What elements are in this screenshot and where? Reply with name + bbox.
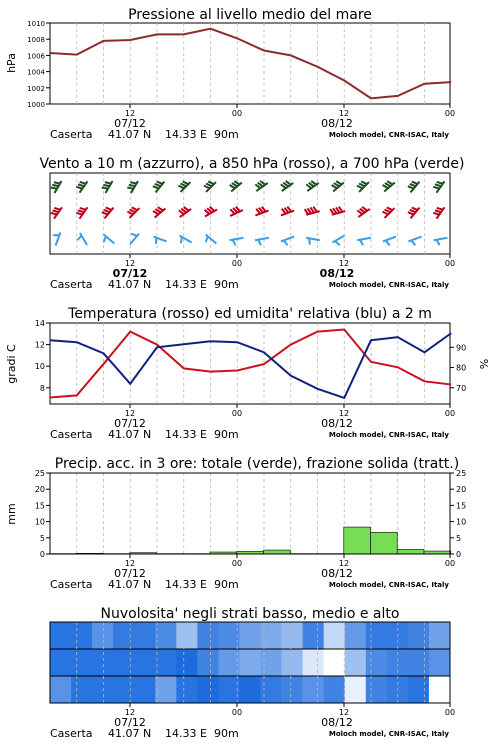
y-tick-label: 14	[35, 319, 45, 328]
cloud-cell	[239, 649, 260, 676]
cloud-cell	[71, 676, 92, 703]
x-tick-label: 12	[125, 259, 135, 268]
wind-barb-flag	[52, 185, 58, 186]
cloud-cell	[408, 676, 429, 703]
y-tick-label: 1008	[27, 36, 45, 44]
wind-barb-flag	[206, 236, 208, 242]
date-label: 08/12	[321, 117, 353, 130]
wind-barb-flag	[309, 238, 310, 244]
wind-barb-shaft	[383, 237, 396, 242]
wind-barb-flag	[435, 184, 441, 186]
wind-barb-flag	[127, 212, 133, 215]
location-name: Caserta	[50, 727, 93, 740]
wind-barb-flag	[410, 210, 416, 212]
location-name: Caserta	[50, 278, 93, 291]
wind-barb-flag	[206, 183, 212, 186]
y-tick-label: 5	[40, 534, 45, 543]
date-label: 07/12	[114, 417, 146, 430]
y-tick-label: 10	[35, 362, 45, 371]
wind-barb-shaft	[357, 238, 371, 240]
wind-barb	[153, 182, 165, 193]
date-label: 08/12	[320, 267, 355, 280]
date-label: 07/12	[114, 117, 146, 130]
cloud-cell	[92, 676, 113, 703]
wind-barb	[204, 181, 216, 192]
x-tick-label: 12	[125, 409, 135, 418]
wind-barb-flag	[76, 213, 82, 215]
temp-title: Temperatura (rosso) ed umidita' relativa (blu) a 2 m	[67, 306, 432, 322]
wind-barb-flag	[155, 184, 161, 186]
wind-barb-shaft	[281, 237, 294, 242]
precip-panel	[5, 456, 466, 591]
y-tick-label-right: 0	[456, 550, 461, 559]
location-lat: 41.07 N	[108, 428, 151, 441]
wind-barb-flag	[284, 240, 288, 245]
y-tick-label: 25	[35, 469, 45, 478]
temp-ylabel: gradi C	[5, 344, 18, 384]
cloud-cell	[134, 676, 155, 703]
y-tick-label: 1000	[27, 101, 45, 109]
location-lon: 14.33 E	[165, 428, 207, 441]
y-tick-label: 1004	[27, 69, 45, 77]
wind-barb	[206, 235, 217, 244]
cloud-panel	[50, 606, 455, 740]
x-tick-label: 12	[125, 708, 135, 717]
cloud-cell	[303, 649, 324, 676]
cloud-cell	[366, 622, 387, 649]
cloud-cell	[239, 622, 260, 649]
cloud-cell	[218, 622, 239, 649]
x-tick-label: 12	[339, 109, 349, 118]
wind-barb-shaft	[80, 233, 87, 245]
x-tick-label: 12	[125, 109, 135, 118]
temp-humidity-panel	[5, 306, 491, 441]
cloud-cell	[324, 649, 345, 676]
precip-bar	[397, 549, 424, 554]
wind-barb-flag	[78, 184, 84, 186]
pressure-ylabel: hPa	[5, 53, 18, 73]
wind-barb	[281, 181, 293, 191]
x-tick-label: 00	[445, 259, 455, 268]
wind-barb-flag	[258, 240, 261, 246]
wind-barb	[153, 237, 166, 244]
wind-barb-flag	[102, 212, 108, 214]
x-tick-label: 12	[339, 708, 349, 717]
wind-barb-flag	[153, 186, 159, 188]
wind-barb-flag	[78, 210, 84, 212]
cloud-cell	[345, 649, 366, 676]
wind-barb-shaft	[434, 238, 448, 240]
wind-barb-flag	[387, 207, 393, 210]
wind-barb-flag	[412, 208, 418, 210]
wind-barb-flag	[51, 187, 57, 188]
date-label: 07/12	[113, 267, 148, 280]
wind-barb-flag	[105, 182, 111, 183]
wind-barb-flag	[437, 182, 443, 184]
wind-barb-flag	[178, 186, 184, 189]
y-tick-label: 1002	[27, 85, 45, 93]
location-lon: 14.33 E	[165, 727, 207, 740]
pressure-series-line	[50, 29, 451, 99]
cloud-cell	[113, 649, 134, 676]
wind-barb	[434, 238, 448, 245]
location-name: Caserta	[50, 578, 93, 591]
wind-barb-flag	[80, 182, 86, 184]
wind-barb	[357, 238, 371, 245]
x-tick-label: 00	[445, 109, 455, 118]
cloud-cell	[345, 676, 366, 703]
wind-barb	[104, 235, 115, 244]
cloud-cell	[92, 622, 113, 649]
wind-barb	[433, 207, 444, 218]
wind-barb-flag	[130, 182, 136, 183]
x-tick-label: 12	[125, 559, 135, 568]
wind-barb	[178, 181, 190, 192]
y-tick-label-right: 10	[456, 518, 466, 527]
wind-barb	[357, 181, 369, 192]
cloud-cell	[71, 622, 92, 649]
cloud-cell	[92, 649, 113, 676]
cloud-cell	[113, 622, 134, 649]
wind-barb	[408, 208, 420, 219]
wind-barb	[76, 207, 87, 218]
wind-barb-shaft	[230, 238, 244, 240]
wind-barb-flag	[433, 213, 439, 215]
wind-barb-flag	[53, 210, 59, 212]
wind-title: Vento a 10 m (azzurro), a 850 hPa (rosso), a 700 hPa (verde)	[39, 156, 464, 172]
cloud-cell	[303, 676, 324, 703]
wind-barb-flag	[131, 234, 137, 236]
wind-barb	[127, 181, 138, 193]
wind-barb	[332, 181, 344, 191]
y-tick-label: 1006	[27, 52, 45, 60]
precip-bar	[371, 532, 398, 554]
cloud-cell	[345, 622, 366, 649]
model-credit: Moloch model, CNR-ISAC, Italy	[329, 431, 450, 439]
x-tick-label: 00	[232, 109, 242, 118]
wind-barb	[332, 236, 344, 246]
wind-barb	[77, 233, 87, 245]
cloud-cell	[282, 649, 303, 676]
wind-barb-flag	[408, 186, 414, 188]
wind-barb-flag	[386, 240, 390, 245]
date-label: 08/12	[321, 716, 353, 729]
location-lon: 14.33 E	[165, 128, 207, 141]
y-tick-label-right: 15	[456, 501, 466, 510]
wind-barb	[281, 207, 294, 216]
wind-barb-flag	[129, 185, 135, 186]
cloud-cell	[50, 676, 71, 703]
wind-barb	[51, 207, 62, 218]
precip-title: Precip. acc. in 3 ore: totale (verde), frazione solida (tratt.)	[55, 456, 459, 472]
model-credit: Moloch model, CNR-ISAC, Italy	[329, 581, 450, 589]
cloud-cell	[429, 676, 450, 703]
wind-barb-flag	[80, 208, 86, 210]
wind-barb-flag	[181, 237, 182, 243]
cloud-cell	[282, 676, 303, 703]
y-tick-label: 20	[35, 485, 45, 494]
x-tick-label: 00	[445, 559, 455, 568]
y-tick-label: 1010	[27, 20, 45, 28]
wind-barb	[383, 181, 395, 191]
location-lat: 41.07 N	[108, 128, 151, 141]
wind-barb	[51, 181, 62, 193]
wind-barb-flag	[437, 240, 440, 246]
humidity-ylabel: %	[478, 359, 491, 369]
x-tick-label: 00	[445, 708, 455, 717]
wind-barb	[382, 207, 394, 218]
cloud-cell	[176, 676, 197, 703]
wind-barb-flag	[435, 210, 441, 212]
temp-plot-frame	[50, 323, 450, 404]
y-tick-label: 10	[35, 518, 45, 527]
wind-barb-flag	[104, 236, 106, 242]
wind-barb-flag	[103, 185, 109, 186]
wind-barb-flag	[76, 187, 82, 189]
cloud-cell	[50, 622, 71, 649]
location-elevation: 90m	[214, 578, 239, 591]
cloud-cell	[324, 676, 345, 703]
wind-barb-flag	[181, 183, 187, 186]
wind-barb-flag	[102, 187, 108, 188]
cloud-cell	[71, 649, 92, 676]
pressure-panel	[5, 7, 455, 141]
cloud-cell	[408, 649, 429, 676]
wind-barb-flag	[132, 207, 138, 210]
wind-barb-flag	[411, 240, 415, 245]
model-credit: Moloch model, CNR-ISAC, Italy	[329, 730, 450, 738]
wind-barb	[179, 236, 191, 244]
cloud-cell	[429, 622, 450, 649]
cloud-cell	[176, 649, 197, 676]
wind-barb-flag	[51, 213, 57, 215]
date-label: 07/12	[114, 567, 146, 580]
wind-barb	[433, 181, 444, 192]
wind-barb-flag	[204, 186, 210, 189]
cloud-cell	[429, 649, 450, 676]
wind-barb	[408, 182, 420, 193]
wind-barb-flag	[361, 181, 367, 184]
cloud-cell	[366, 649, 387, 676]
wind-barb-flag	[157, 182, 163, 184]
cloud-cell	[155, 649, 176, 676]
y-tick-label-right: 5	[456, 534, 461, 543]
date-label: 08/12	[321, 567, 353, 580]
wind-barb-flag	[104, 210, 110, 212]
y-tick-label: 15	[35, 501, 45, 510]
pressure-plot-frame	[50, 23, 450, 104]
x-tick-label: 00	[232, 559, 242, 568]
location-lon: 14.33 E	[165, 578, 207, 591]
y-tick-label-right: 20	[456, 485, 466, 494]
wind-barb	[230, 181, 242, 191]
wind-barb	[281, 237, 294, 246]
wind-barb	[408, 237, 421, 246]
wind-barb-flag	[410, 184, 416, 186]
wind-barb	[53, 232, 60, 245]
wind-barb	[153, 207, 165, 217]
cloud-cell	[282, 622, 303, 649]
location-name: Caserta	[50, 428, 93, 441]
wind-panel	[39, 156, 464, 291]
wind-barb-flag	[54, 208, 60, 210]
wind-barb-flag	[208, 181, 214, 184]
precip-bar	[344, 527, 371, 554]
x-tick-label: 12	[339, 409, 349, 418]
y-tick-label-right: 90	[456, 343, 466, 352]
cloud-cell	[218, 649, 239, 676]
date-label: 07/12	[114, 716, 146, 729]
y-tick-label-right: 80	[456, 364, 466, 373]
pressure-title: Pressione al livello medio del mare	[128, 7, 372, 23]
y-tick-label-right: 70	[456, 384, 466, 393]
wind-barb	[255, 207, 268, 216]
temperature-series-line	[50, 329, 451, 397]
wind-barb-flag	[408, 212, 414, 214]
cloud-cell	[324, 622, 345, 649]
wind-barb-flag	[359, 183, 365, 186]
x-tick-label: 00	[232, 708, 242, 717]
location-name: Caserta	[50, 128, 93, 141]
wind-barb	[179, 207, 191, 217]
location-elevation: 90m	[214, 428, 239, 441]
wind-barb-shaft	[408, 237, 421, 242]
y-tick-label: 8	[40, 384, 45, 393]
wind-barb-flag	[233, 240, 236, 246]
wind-barb-flag	[360, 240, 363, 246]
wind-barb-flag	[183, 181, 189, 184]
cloud-cell	[239, 676, 260, 703]
cloud-cell	[303, 622, 324, 649]
location-lat: 41.07 N	[108, 578, 151, 591]
y-tick-label: 12	[35, 341, 45, 350]
location-lat: 41.07 N	[108, 727, 151, 740]
x-tick-label: 00	[445, 409, 455, 418]
wind-barb	[127, 207, 139, 218]
y-tick-label-right: 25	[456, 469, 466, 478]
model-credit: Moloch model, CNR-ISAC, Italy	[329, 281, 450, 289]
cloud-cell	[113, 676, 134, 703]
location-elevation: 90m	[214, 278, 239, 291]
wind-barb	[357, 207, 369, 217]
wind-barb	[330, 207, 345, 215]
wind-barb	[255, 181, 267, 191]
date-label: 08/12	[321, 417, 353, 430]
wind-barb	[383, 237, 396, 246]
wind-barb-flag	[412, 182, 418, 184]
location-elevation: 90m	[214, 128, 239, 141]
cloud-cell	[176, 622, 197, 649]
wind-barb-shaft	[332, 236, 344, 243]
cloud-cell	[155, 622, 176, 649]
wind-barb-flag	[77, 236, 81, 241]
wind-barb	[230, 207, 243, 216]
wind-barb-flag	[54, 182, 60, 183]
wind-barb	[76, 181, 87, 192]
wind-barb-flag	[357, 186, 363, 189]
model-credit: Moloch model, CNR-ISAC, Italy	[329, 131, 450, 139]
wind-barb	[130, 234, 139, 245]
x-tick-label: 12	[339, 559, 349, 568]
location-lon: 14.33 E	[165, 278, 207, 291]
wind-barb-flag	[382, 212, 388, 215]
precip-ylabel: mm	[5, 503, 18, 524]
cloud-cell	[366, 676, 387, 703]
cloud-cell	[134, 649, 155, 676]
cloud-cell	[197, 649, 218, 676]
x-tick-label: 00	[232, 409, 242, 418]
wind-barb	[306, 181, 318, 191]
location-lat: 41.07 N	[108, 278, 151, 291]
x-tick-label: 12	[339, 259, 349, 268]
wind-barb-shaft	[255, 238, 269, 240]
location-elevation: 90m	[214, 727, 239, 740]
wind-barb	[230, 238, 244, 245]
wind-barb-flag	[437, 208, 443, 210]
wind-barb-flag	[335, 241, 340, 245]
cloud-title: Nuvolosita' negli strati basso, medio e alto	[101, 606, 400, 622]
cloud-cell	[134, 622, 155, 649]
wind-barb-flag	[127, 187, 133, 188]
wind-barb	[255, 238, 269, 245]
precip-bar	[264, 550, 291, 554]
cloud-cell	[197, 676, 218, 703]
cloud-cell	[155, 676, 176, 703]
cloud-cell	[197, 622, 218, 649]
wind-barb-flag	[106, 208, 112, 210]
x-tick-label: 00	[232, 259, 242, 268]
cloud-cell	[408, 622, 429, 649]
cloud-cell	[50, 649, 71, 676]
wind-barb-flag	[433, 187, 439, 189]
y-tick-label: 0	[40, 550, 45, 559]
cloud-cell	[218, 676, 239, 703]
wind-barb-flag	[385, 209, 391, 212]
